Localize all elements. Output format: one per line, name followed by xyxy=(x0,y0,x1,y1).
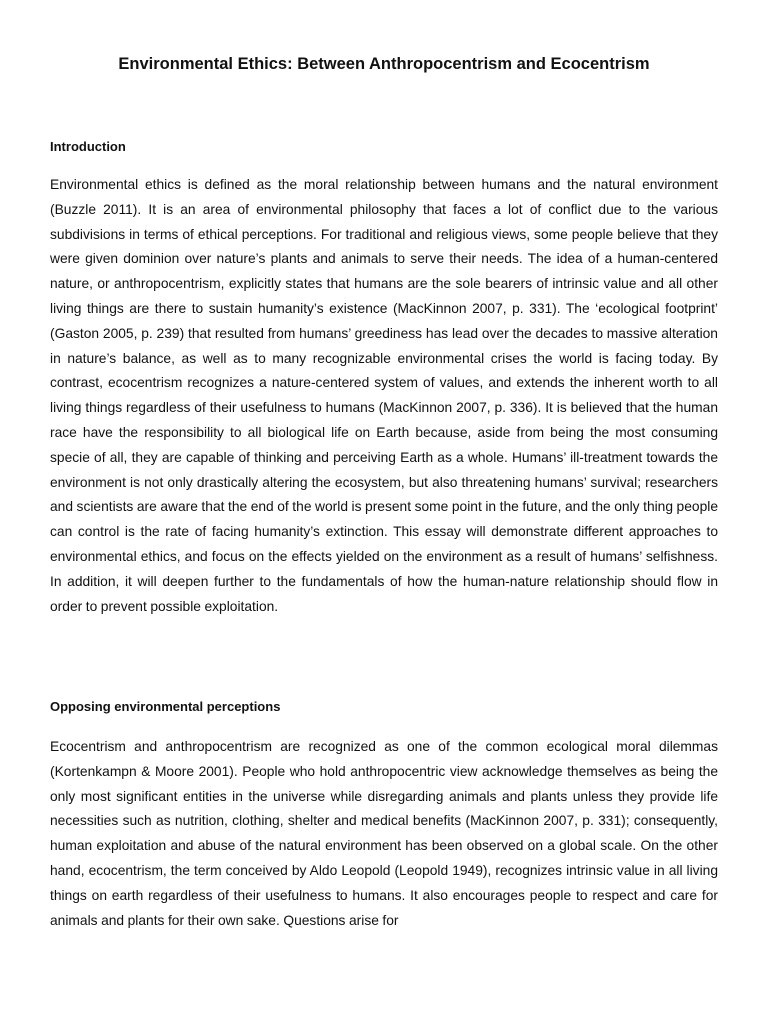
paragraph-introduction: Environmental ethics is defined as the moral relationship between humans and the natural environment (Buzzle 2011). It is an area of environmental philosophy that faces a lot of conflict due to the various subdivisions in terms of ethical perceptions. For traditional and religious views, some people believe that they were given dominion over nature’s plants and animals to serve their needs. The idea of a human-centered nature, or anthropocentrism, explicitly states that humans are the sole bearers of intrinsic value and all other living things are there to sustain humanity’s existence (MacKinnon 2007, p. 331). The ‘ecological footprint’ (Gaston 2005, p. 239) that resulted from humans’ greediness has lead over the decades to massive alteration in nature’s balance, as well as to many recognizable environmental crises the world is facing today. By contrast, ecocentrism recognizes a nature-centered system of values, and extends the inherent worth to all living things regardless of their usefulness to humans (MacKinnon 2007, p. 336). It is believed that the human race have the responsibility to all biological life on Earth because, aside from being the most consuming specie of all, they are capable of thinking and perceiving Earth as a whole. Humans’ ill-treatment towards the environment is not only drastically altering the ecosystem, but also threatening humans’ survival; researchers and scientists are aware that the end of the world is present some point in the future, and the only thing people can control is the rate of facing humanity’s extinction. This essay will demonstrate different approaches to environmental ethics, and focus on the effects yielded on the environment as a result of humans’ selfishness. In addition, it will deepen further to the fundamentals of how the human-nature relationship should flow in order to prevent possible exploitation. xyxy=(50,177,718,614)
section-heading-introduction: Introduction xyxy=(50,139,126,154)
paragraph-opposing-perceptions: Ecocentrism and anthropocentrism are recognized as one of the common ecological moral dilemmas (Kortenkampn & Moore 2001). People who hold anthropocentric view acknowledge themselves as being the only most significant entities in the universe while disregarding animals and plants unless they provide life necessities such as nutrition, clothing, shelter and medical benefits (MacKinnon 2007, p. 331); consequently, human exploitation and abuse of the natural environment has been observed on a global scale. On the other hand, ecocentrism, the term conceived by Aldo Leopold (Leopold 1949), recognizes intrinsic value in all living things on earth regardless of their usefulness to humans. It also encourages people to respect and care for animals and plants for their own sake. Questions arise for xyxy=(50,739,718,928)
section-heading-opposing-perceptions: Opposing environmental perceptions xyxy=(50,699,281,714)
document-title: Environmental Ethics: Between Anthropocentrism and Ecocentrism xyxy=(118,55,650,73)
